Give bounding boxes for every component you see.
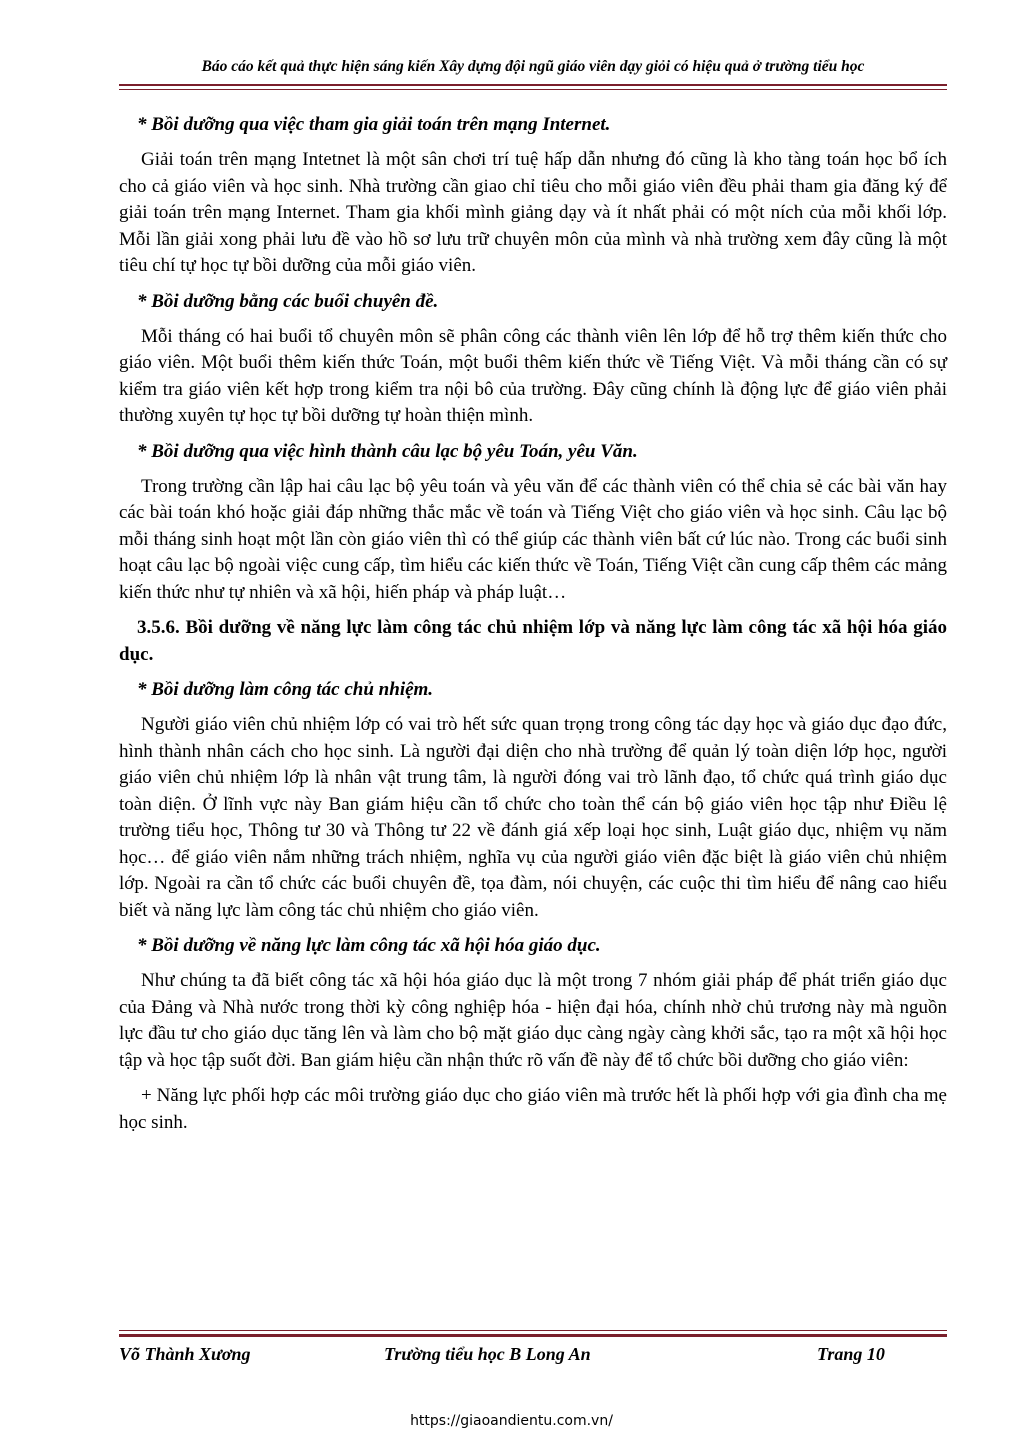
paragraph: + Năng lực phối hợp các môi trường giáo dục cho giáo viên mà trước hết là phối hợp với gia đình cha mẹ học sinh. [119, 1085, 947, 1133]
header-divider [119, 84, 947, 90]
paragraph: Như chúng ta đã biết công tác xã hội hóa giáo dục là một trong 7 nhóm giải pháp để phát triển giáo dục của Đảng và Nhà nước trong thời kỳ công nghiệp hóa - hiện đại hóa, chính nhờ chủ trương này mà nguồn lực đầu tư cho giáo dục tăng lên và làm cho bộ mặt giáo dục càng ngày càng khởi sắc, tạo ra một xã hội học tập và học tập suốt đời. Ban giám hiệu cần nhận thức rõ vấn đề này để tổ chức bồi dưỡng cho giáo viên: [119, 970, 947, 1071]
footer-divider [119, 1330, 947, 1337]
source-url: https://giaoandientu.com.vn/ [410, 1413, 613, 1429]
subheading: * Bồi dưỡng về năng lực làm công tác xã hội hóa giáo dục. [137, 935, 601, 956]
page-number: Trang 10 [817, 1344, 885, 1364]
paragraph: Mỗi tháng có hai buổi tổ chuyên môn sẽ phân công các thành viên lên lớp để hỗ trợ thêm kiến thức cho giáo viên. Một buổi thêm kiến thức Toán, một buổi thêm kiến thức về Tiếng Việt. Và mỗi tháng cần có sự kiểm tra giáo viên kết hợp trong kiểm tra nội bô của trường. Đây cũng chính là động lực để giáo viên phải thường xuyên tự học tự bồi dưỡng tự hoàn thiện mình. [119, 325, 947, 426]
subheading: * Bồi dưỡng làm công tác chủ nhiệm. [137, 679, 434, 700]
paragraph: Giải toán trên mạng Intetnet là một sân chơi trí tuệ hấp dẫn nhưng đó cũng là kho tàng toán học bổ ích cho cả giáo viên và học sinh. Nhà trường cần giao chỉ tiêu cho mỗi giáo viên đều phải tham gia đăng ký để giải toán trên mạng Internet. Tham gia khối mình giảng dạy và ít nhất phải có một ních của mỗi khối lớp. Mỗi lần giải xong phải lưu đề vào hồ sơ lưu trữ chuyên môn của mình và nhà trường xem đây cũng là một tiêu chí tự học tự bồi dưỡng của mỗi giáo viên. [119, 149, 947, 276]
subheading: * Bồi dưỡng qua việc tham gia giải toán trên mạng Internet. [137, 114, 611, 135]
paragraph: Người giáo viên chủ nhiệm lớp có vai trò hết sức quan trọng trong công tác dạy học và giáo dục đạo đức, hình thành nhân cách cho học sinh. Là người đại diện cho nhà trường để quản lý toàn diện lớp học, người giáo viên chủ nhiệm lớp là nhân vật trung tâm, là người đóng vai trò lãnh đạo, tổ chức quá trình giáo dục toàn diện. Ở lĩnh vực này Ban giám hiệu cần tổ chức cho toàn thể cán bộ giáo viên học tập như Điều lệ trường tiểu học, Thông tư 30 và Thông tư 22 về đánh giá xếp loại học sinh, Luật giáo dục, nhiệm vụ năm học… để giáo viên nắm những trách nhiệm, nghĩa vụ của người giáo viên đặc biệt là giáo viên chủ nhiệm lớp. Ngoài ra cần tổ chức các buổi chuyên đề, tọa đàm, nói chuyện, các cuộc thi tìm hiểu để nâng cao hiểu biết và năng lực làm công tác chủ nhiệm cho giáo viên. [119, 714, 947, 921]
subheading: * Bồi dưỡng bằng các buổi chuyên đề. [137, 290, 439, 312]
document-header: Báo cáo kết quả thực hiện sáng kiến Xây dựng đội ngũ giáo viên dạy giỏi có hiệu quả ở trường tiểu học [201, 58, 865, 75]
section-heading: 3.5.6. Bồi dưỡng về năng lực làm công tác chủ nhiệm lớp và năng lực làm công tác xã hội hóa giáo dục. [119, 617, 947, 665]
footer-author: Võ Thành Xương [119, 1344, 251, 1364]
paragraph: Trong trường cần lập hai câu lạc bộ yêu toán và yêu văn để các thành viên có thể chia sẻ các bài văn hay các bài toán khó hoặc giải đáp những thắc mắc về toán và Tiếng Việt cho giáo viên và học sinh. Câu lạc bộ mỗi tháng sinh hoạt một lần còn giáo viên thì có thể giúp các thành viên bất cứ lúc nào. Trong các buổi sinh hoạt câu lạc bộ ngoài việc cung cấp, tìm hiểu các kiến thức về Toán, Tiếng Việt cần cung cấp thêm các mảng kiến thức như tự nhiên và xã hội, hiến pháp và pháp luật… [119, 475, 947, 603]
subheading: * Bồi dưỡng qua việc hình thành câu lạc bộ yêu Toán, yêu Văn. [137, 440, 638, 462]
footer-school: Trường tiểu học B Long An [384, 1344, 591, 1364]
page-body [119, 112, 947, 1145]
